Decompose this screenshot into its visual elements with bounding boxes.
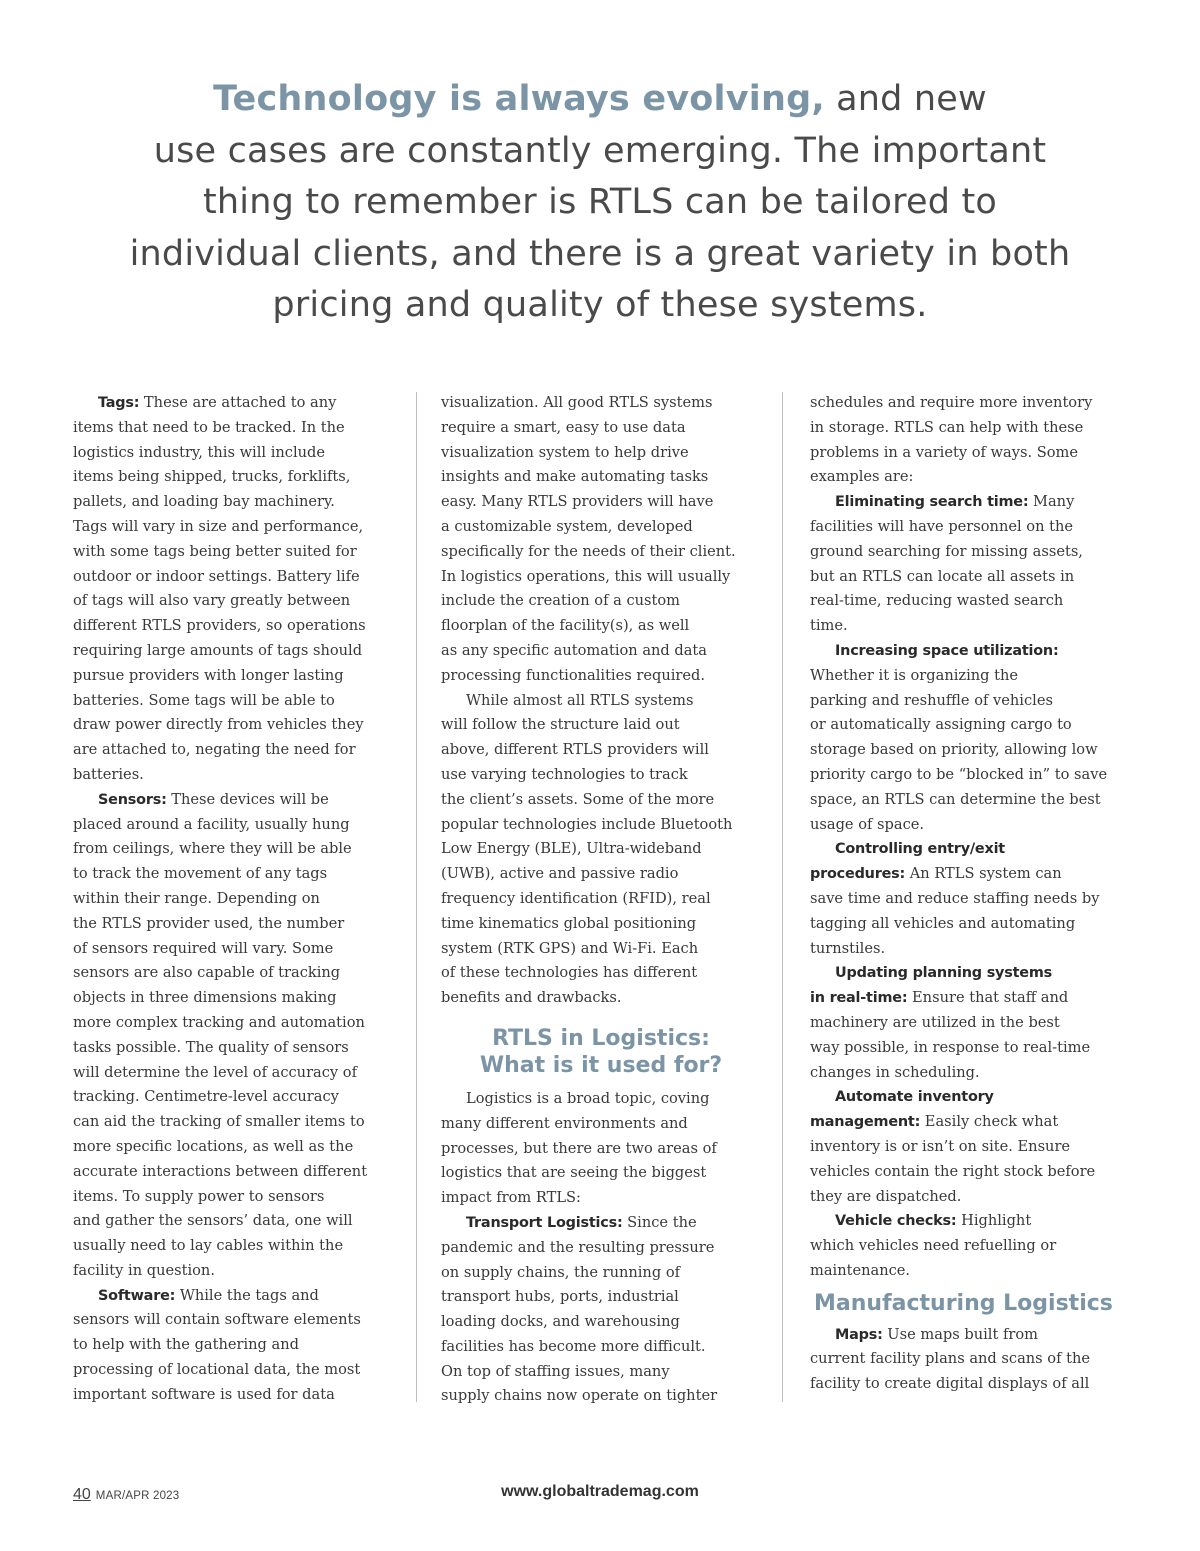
body-text: but an RTLS can locate all assets in (810, 567, 1075, 585)
body-text: the client’s assets. Some of the more (441, 790, 715, 808)
body-text: logistics industry, this will include (73, 443, 325, 461)
text-line (73, 813, 393, 838)
text-line (73, 788, 393, 813)
body-text: Whether it is organizing the (810, 666, 1019, 684)
section-heading-rtls-in-logistics: What is it used for? (479, 1052, 723, 1078)
body-text: require a smart, easy to use data (441, 418, 686, 436)
run-in-keyword: Tags: (98, 395, 140, 411)
text-line (810, 1061, 1130, 1086)
body-text: Easily check what (920, 1113, 1059, 1131)
body-text: usage of space. (810, 815, 925, 833)
body-text: facility in question. (73, 1261, 215, 1279)
column-2-body-bottom (441, 1087, 761, 1409)
text-line (441, 441, 761, 466)
body-text: with some tags being better suited for (73, 542, 357, 560)
body-text: will determine the level of accuracy of (73, 1063, 357, 1081)
text-line (810, 1372, 1130, 1397)
text-line (441, 1310, 761, 1335)
body-text: pandemic and the resulting pressure (441, 1238, 715, 1256)
text-line (441, 937, 761, 962)
text-line (441, 986, 761, 1011)
run-in-keyword: in real-time: (810, 990, 908, 1007)
text-line (810, 1085, 1130, 1110)
text-line (441, 763, 761, 788)
text-line (441, 813, 761, 838)
text-line (441, 465, 761, 490)
body-text: logistics that are seeing the biggest (441, 1164, 707, 1182)
article-column-1 (73, 391, 393, 1408)
body-text: way possible, in response to real-time (810, 1038, 1091, 1056)
body-text: problems in a variety of ways. Some (810, 443, 1079, 461)
text-line (441, 639, 761, 664)
body-text: of sensors required will vary. Some (73, 939, 334, 957)
section-heading-manufacturing-logistics: Manufacturing Logistics (814, 1290, 1113, 1316)
text-line (441, 912, 761, 937)
column-divider (416, 392, 417, 1402)
body-text: facilities will have personnel on the (810, 517, 1074, 535)
text-line (810, 1234, 1130, 1259)
body-text: pursue providers with longer lasting (73, 666, 344, 684)
body-text: a customizable system, developed (441, 517, 693, 535)
text-line (441, 1112, 761, 1137)
body-text: more complex tracking and automation (73, 1013, 365, 1031)
text-line (810, 416, 1130, 441)
body-text: On top of staffing issues, many (441, 1362, 670, 1380)
text-line (441, 788, 761, 813)
run-in-keyword: Sensors: (98, 791, 167, 808)
text-line (441, 664, 761, 689)
text-line (73, 589, 393, 614)
body-text: parking and reshuffle of vehicles (810, 691, 1053, 709)
text-line (810, 1160, 1130, 1185)
text-line (73, 713, 393, 738)
text-line (810, 912, 1130, 937)
text-line (810, 441, 1130, 466)
text-line (73, 1011, 393, 1036)
run-in-keyword: Automate inventory (835, 1089, 994, 1106)
text-line (441, 1087, 761, 1112)
text-line (73, 1383, 393, 1408)
text-line (810, 788, 1130, 813)
body-text: These are attached to any (139, 394, 337, 411)
body-text: maintenance. (810, 1261, 911, 1279)
pull-quote (60, 74, 1140, 332)
body-text: above, different RTLS providers will (441, 741, 709, 759)
body-text: on supply chains, the running of (441, 1263, 681, 1281)
text-line (810, 540, 1130, 565)
body-text: to track the movement of any tags (73, 865, 328, 883)
body-text: different RTLS providers, so operations (73, 617, 366, 635)
text-line (810, 589, 1130, 614)
body-text: will follow the structure laid out (441, 716, 680, 734)
text-line (441, 837, 761, 862)
body-text: batteries. Some tags will be able to (73, 691, 335, 709)
pull-quote-line (60, 74, 1140, 126)
text-line (73, 1135, 393, 1160)
text-line (810, 391, 1130, 416)
run-in-keyword: management: (810, 1114, 921, 1131)
body-text: system (RTK GPS) and Wi-Fi. Each (441, 939, 699, 957)
body-text: loading docks, and warehousing (441, 1313, 680, 1331)
text-line (810, 1185, 1130, 1210)
text-line (810, 1347, 1130, 1372)
text-line (73, 441, 393, 466)
text-line (441, 1360, 761, 1385)
body-text: storage based on priority, allowing low (810, 741, 1098, 759)
body-text: Tags will vary in size and performance, (73, 517, 364, 535)
body-text: visualization. All good RTLS systems (441, 394, 713, 411)
column-divider (782, 392, 783, 1402)
text-line (73, 912, 393, 937)
pull-quote-text: and new (836, 79, 987, 119)
text-line (73, 937, 393, 962)
body-text: usually need to lay cables within the (73, 1237, 344, 1255)
run-in-keyword: Transport Logistics: (466, 1214, 623, 1231)
text-line (441, 1211, 761, 1236)
body-text: impact from RTLS: (441, 1189, 581, 1207)
text-line (73, 763, 393, 788)
text-line (810, 862, 1130, 887)
text-line (810, 1135, 1130, 1160)
text-line (73, 1209, 393, 1234)
body-text: are attached to, negating the need for (73, 741, 356, 759)
text-line (810, 738, 1130, 763)
body-text: insights and make automating tasks (441, 468, 709, 486)
body-text: supply chains now operate on tighter (441, 1387, 718, 1405)
pull-quote-line: thing to remember is RTLS can be tailored to (203, 182, 997, 222)
text-line (73, 689, 393, 714)
text-line (441, 887, 761, 912)
run-in-keyword: Increasing space utilization: (835, 642, 1059, 659)
body-text: which vehicles need refuelling or (810, 1237, 1057, 1255)
body-text: Ensure that staff and (907, 989, 1069, 1007)
text-line (810, 986, 1130, 1011)
text-line (810, 1036, 1130, 1061)
text-line (441, 961, 761, 986)
text-line (441, 1384, 761, 1409)
text-line (810, 1209, 1130, 1234)
body-text: of these technologies has different (441, 964, 698, 982)
body-text: save time and reduce staffing needs by (810, 889, 1100, 907)
body-text: many different environments and (441, 1114, 688, 1132)
body-text: Logistics is a broad topic, coving (466, 1089, 710, 1107)
body-text: ground searching for missing assets, (810, 542, 1083, 560)
body-text: of tags will also vary greatly between (73, 592, 351, 610)
run-in-keyword: Controlling entry/exit (835, 841, 1005, 858)
text-line (810, 1259, 1130, 1284)
body-text: easy. Many RTLS providers will have (441, 493, 714, 511)
text-line (73, 1358, 393, 1383)
body-text: frequency identification (RFID), real (441, 889, 711, 907)
run-in-keyword: Vehicle checks: (835, 1213, 957, 1230)
body-text: pallets, and loading bay machinery. (73, 493, 335, 511)
text-line (810, 813, 1130, 838)
body-text: use varying technologies to track (441, 765, 688, 783)
text-line (441, 416, 761, 441)
text-line (73, 565, 393, 590)
text-line (441, 1335, 761, 1360)
body-text: transport hubs, ports, industrial (441, 1288, 679, 1306)
pull-quote-line: pricing and quality of these systems. (272, 285, 928, 325)
text-line (441, 1261, 761, 1286)
text-line (73, 1185, 393, 1210)
text-line (441, 1137, 761, 1162)
body-text: sensors will contain software elements (73, 1311, 361, 1329)
body-text: specifically for the needs of their client. (441, 542, 736, 560)
column-2-body-top (441, 391, 761, 1011)
text-line (73, 1061, 393, 1086)
text-line (73, 465, 393, 490)
body-text: priority cargo to be “blocked in” to save (810, 765, 1108, 783)
body-text: processing of locational data, the most (73, 1361, 361, 1379)
body-text: Many (1028, 493, 1075, 511)
text-line (73, 515, 393, 540)
text-line (73, 1308, 393, 1333)
text-line (810, 614, 1130, 639)
article-column-3 (810, 391, 1130, 1397)
text-line (810, 639, 1130, 664)
text-line (73, 1234, 393, 1259)
text-line (73, 961, 393, 986)
column-1-body (73, 391, 393, 1408)
text-line (73, 1284, 393, 1309)
body-text: draw power directly from vehicles they (73, 716, 364, 734)
body-text: and gather the sensors’ data, one will (73, 1212, 353, 1230)
body-text: in storage. RTLS can help with these (810, 418, 1084, 436)
column-3-body-bottom (810, 1323, 1130, 1397)
body-text: current facility plans and scans of the (810, 1350, 1091, 1368)
body-text: tasks possible. The quality of sensors (73, 1038, 349, 1056)
text-line (810, 961, 1130, 986)
body-text: inventory is or isn’t on site. Ensure (810, 1137, 1071, 1155)
text-line (73, 639, 393, 664)
body-text: requiring large amounts of tags should (73, 641, 363, 659)
body-text: examples are: (810, 468, 914, 486)
text-line (441, 565, 761, 590)
body-text: batteries. (73, 765, 144, 783)
text-line (73, 887, 393, 912)
body-text: schedules and require more inventory (810, 394, 1093, 411)
text-line (810, 937, 1130, 962)
text-line (441, 540, 761, 565)
body-text: (UWB), active and passive radio (441, 865, 679, 883)
body-text: tracking. Centimetre-level accuracy (73, 1088, 339, 1106)
body-text: include the creation of a custom (441, 592, 681, 610)
text-line (810, 689, 1130, 714)
body-text: While the tags and (175, 1286, 319, 1304)
text-line (810, 1110, 1130, 1135)
body-text: visualization system to help drive (441, 443, 689, 461)
run-in-keyword: procedures: (810, 866, 906, 883)
body-text: outdoor or indoor settings. Battery life (73, 567, 360, 585)
body-text: objects in three dimensions making (73, 989, 337, 1007)
body-text: items being shipped, trucks, forklifts, (73, 468, 351, 486)
body-text: from ceilings, where they will be able (73, 840, 352, 858)
body-text: can aid the tracking of smaller items to (73, 1113, 365, 1131)
body-text: placed around a facility, usually hung (73, 815, 350, 833)
pull-quote-line: use cases are constantly emerging. The important (153, 130, 1047, 171)
body-text: the RTLS provider used, the number (73, 914, 345, 932)
text-line (73, 738, 393, 763)
text-line (441, 689, 761, 714)
text-line (73, 1259, 393, 1284)
body-text: to help with the gathering and (73, 1336, 299, 1354)
body-text: While almost all RTLS systems (466, 691, 694, 709)
page-number: 40 (73, 1486, 91, 1503)
text-line (810, 565, 1130, 590)
text-line (441, 862, 761, 887)
body-text: vehicles contain the right stock before (810, 1162, 1096, 1180)
body-text: items. To supply power to sensors (73, 1187, 325, 1205)
issue-date: MAR/APR 2023 (95, 1490, 180, 1502)
text-line (73, 540, 393, 565)
body-text: In logistics operations, this will usually (441, 567, 731, 585)
text-line (810, 465, 1130, 490)
body-text: Highlight (956, 1212, 1032, 1230)
body-text: more specific locations, as well as the (73, 1137, 354, 1155)
text-line (73, 1085, 393, 1110)
body-text: Since the (622, 1213, 697, 1231)
text-line (441, 391, 761, 416)
body-text: Low Energy (BLE), Ultra-wideband (441, 840, 702, 858)
text-line (73, 1110, 393, 1135)
text-line (810, 837, 1130, 862)
text-line (73, 1036, 393, 1061)
text-line (73, 391, 393, 416)
pull-quote-line: individual clients, and there is a great variety in both (129, 233, 1071, 274)
body-text: machinery are utilized in the best (810, 1013, 1060, 1031)
footer-website-url: www.globaltrademag.com (501, 1483, 699, 1500)
run-in-keyword: Software: (98, 1287, 176, 1304)
text-line (441, 589, 761, 614)
text-line (73, 986, 393, 1011)
text-line (441, 1161, 761, 1186)
body-text: An RTLS system can (905, 865, 1062, 883)
text-line (73, 416, 393, 441)
text-line (441, 515, 761, 540)
body-text: sensors are also capable of tracking (73, 964, 341, 982)
body-text: accurate interactions between different (73, 1162, 368, 1180)
body-text: processes, but there are two areas of (441, 1139, 717, 1157)
body-text: Use maps built from (882, 1325, 1038, 1343)
body-text: time kinematics global positioning (441, 914, 697, 932)
text-line (810, 1323, 1130, 1348)
body-text: important software is used for data (73, 1385, 335, 1403)
body-text: popular technologies include Bluetooth (441, 815, 733, 833)
text-line (73, 1333, 393, 1358)
body-text: as any specific automation and data (441, 641, 708, 659)
body-text: time. (810, 617, 848, 635)
text-line (810, 887, 1130, 912)
text-line (73, 664, 393, 689)
body-text: changes in scheduling. (810, 1063, 980, 1081)
article-column-2 (441, 391, 761, 1409)
body-text: real-time, reducing wasted search (810, 592, 1064, 610)
text-line (73, 490, 393, 515)
column-3-body-top (810, 391, 1130, 1284)
body-text: These devices will be (166, 790, 329, 808)
text-line (441, 713, 761, 738)
text-line (73, 837, 393, 862)
body-text: or automatically assigning cargo to (810, 716, 1072, 734)
run-in-keyword: Eliminating search time: (835, 494, 1029, 511)
text-line (441, 1236, 761, 1261)
text-line (441, 490, 761, 515)
body-text: within their range. Depending on (73, 889, 320, 907)
text-line (441, 614, 761, 639)
text-line (73, 1160, 393, 1185)
body-text: facility to create digital displays of all (810, 1375, 1090, 1393)
text-line (441, 1186, 761, 1211)
body-text: they are dispatched. (810, 1187, 962, 1205)
run-in-keyword: Maps: (835, 1326, 883, 1343)
text-line (810, 515, 1130, 540)
text-line (73, 862, 393, 887)
pull-quote-lead: Technology is always evolving, (213, 79, 825, 119)
text-line (441, 1285, 761, 1310)
text-line (810, 713, 1130, 738)
section-heading-rtls-in-logistics: RTLS in Logistics: (492, 1025, 710, 1051)
text-line (810, 763, 1130, 788)
body-text: items that need to be tracked. In the (73, 418, 345, 436)
text-line (810, 664, 1130, 689)
text-line (810, 1011, 1130, 1036)
body-text: tagging all vehicles and automating (810, 914, 1076, 932)
body-text: benefits and drawbacks. (441, 989, 622, 1007)
body-text: space, an RTLS can determine the best (810, 790, 1101, 808)
run-in-keyword: Updating planning systems (835, 965, 1053, 982)
body-text: floorplan of the facility(s), as well (441, 617, 690, 635)
body-text: turnstiles. (810, 939, 886, 957)
text-line (73, 614, 393, 639)
body-text: processing functionalities required. (441, 666, 705, 684)
text-line (441, 738, 761, 763)
body-text: facilities has become more difficult. (441, 1337, 706, 1355)
text-line (810, 490, 1130, 515)
